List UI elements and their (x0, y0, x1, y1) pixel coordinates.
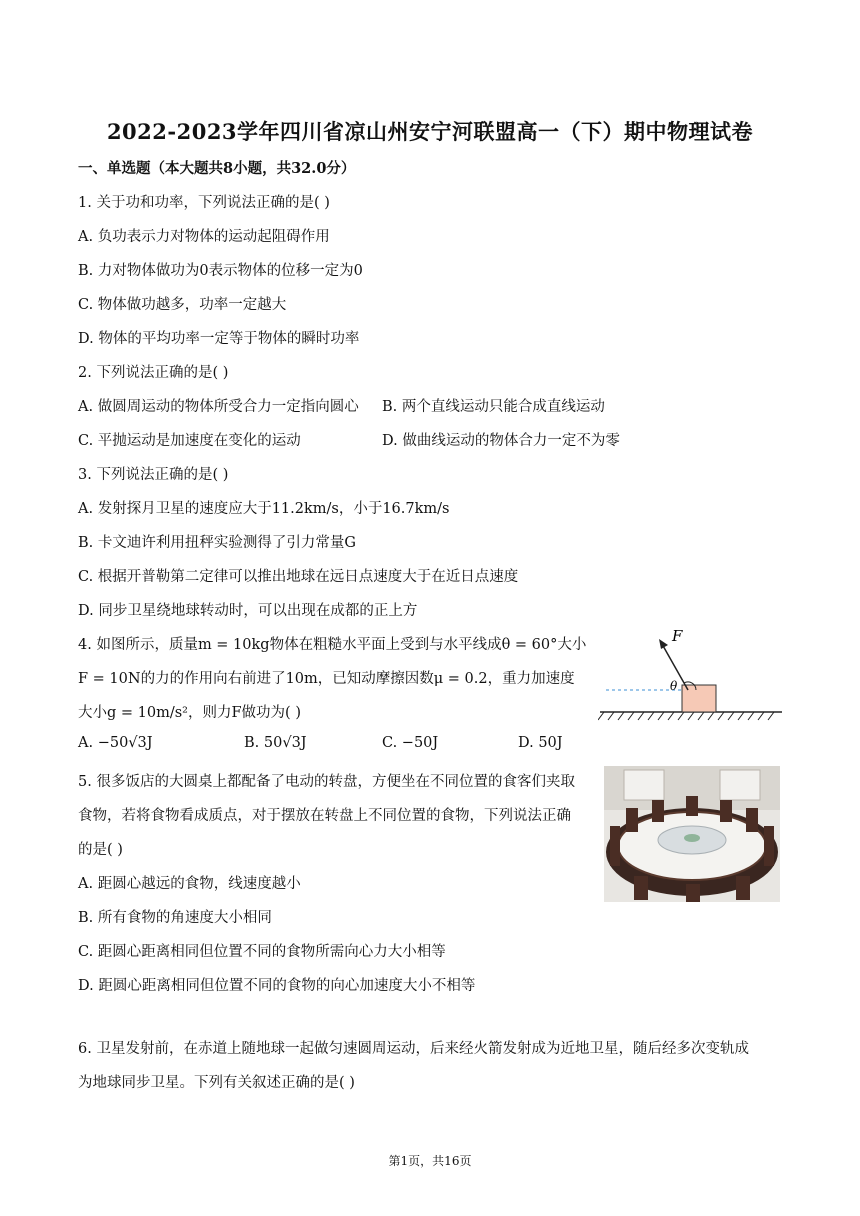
angle-label: θ (670, 679, 678, 693)
question-1-option-b: B. 力对物体做功为0表示物体的位移一定为0 (78, 263, 363, 279)
section-heading: 一、单选题（本大题共8小题，共32.0分） (78, 160, 356, 177)
question-4-option-c: C. −50J (382, 735, 439, 751)
question-5-option-d: D. 距圆心距离相同但位置不同的食物的向心加速度大小不相等 (78, 978, 476, 994)
question-3-option-b: B. 卡文迪许利用扭秤实验测得了引力常量G (78, 535, 356, 551)
question-2-stem: 2. 下列说法正确的是( ) (78, 365, 229, 381)
ground-hatching (598, 712, 774, 720)
question-2-option-a: A. 做圆周运动的物体所受合力一定指向圆心 (78, 399, 359, 415)
question-4-line-2: F = 10N的力的作用向右前进了10m，已知动摩擦因数μ = 0.2，重力加速度 (78, 671, 575, 687)
question-3-option-d: D. 同步卫星绕地球转动时，可以出现在成都的正上方 (78, 603, 418, 619)
question-4-option-b: B. 50√3J (244, 735, 307, 751)
force-arrowhead (659, 639, 668, 649)
question-5-option-b: B. 所有食物的角速度大小相同 (78, 910, 272, 926)
force-diagram (598, 628, 784, 724)
page-title: 2022-2023学年四川省凉山州安宁河联盟高一（下）期中物理试卷 (106, 119, 754, 144)
question-5-line-1: 5. 很多饭店的大圆桌上都配备了电动的转盘，方便坐在不同位置的食客们夹取 (78, 774, 575, 790)
force-label: F (672, 628, 683, 645)
question-5-option-a: A. 距圆心越远的食物，线速度越小 (78, 876, 301, 892)
question-5-line-3: 的是( ) (78, 842, 123, 858)
question-6-line-2: 为地球同步卫星。下列有关叙述正确的是( ) (78, 1075, 355, 1091)
question-3-option-a: A. 发射探月卫星的速度应大于11.2km/s，小于16.7km/s (78, 501, 450, 517)
question-1-option-a: A. 负功表示力对物体的运动起阻碍作用 (78, 229, 330, 245)
question-5-line-2: 食物，若将食物看成质点，对于摆放在转盘上不同位置的食物，下列说法正确 (78, 808, 571, 824)
question-3-stem: 3. 下列说法正确的是( ) (78, 467, 229, 483)
question-4-line-3: 大小g = 10m/s²，则力F做功为( ) (78, 705, 301, 721)
question-4-option-d: D. 50J (518, 735, 563, 751)
question-2-option-b: B. 两个直线运动只能合成直线运动 (382, 399, 605, 415)
question-4-option-a: A. −50√3J (78, 735, 153, 751)
question-2-option-c: C. 平抛运动是加速度在变化的运动 (78, 433, 301, 449)
question-1-option-c: C. 物体做功越多，功率一定越大 (78, 297, 287, 313)
question-5-option-c: C. 距圆心距离相同但位置不同的食物所需向心力大小相等 (78, 944, 446, 960)
question-1-option-d: D. 物体的平均功率一定等于物体的瞬时功率 (78, 331, 360, 347)
round-table-photo (604, 766, 780, 902)
question-2-option-d: D. 做曲线运动的物体合力一定不为零 (382, 433, 620, 449)
page-footer: 第1页，共16页 (388, 1154, 472, 1168)
question-3-option-c: C. 根据开普勒第二定律可以推出地球在远日点速度大于在近日点速度 (78, 569, 519, 585)
question-1-stem: 1. 关于功和功率，下列说法正确的是( ) (78, 195, 330, 211)
question-6-line-1: 6. 卫星发射前，在赤道上随地球一起做匀速圆周运动，后来经火箭发射成为近地卫星，随后经多次变轨成 (78, 1041, 749, 1057)
question-4-line-1: 4. 如图所示，质量m = 10kg物体在粗糙水平面上受到与水平线成θ = 60°大小 (78, 637, 587, 653)
